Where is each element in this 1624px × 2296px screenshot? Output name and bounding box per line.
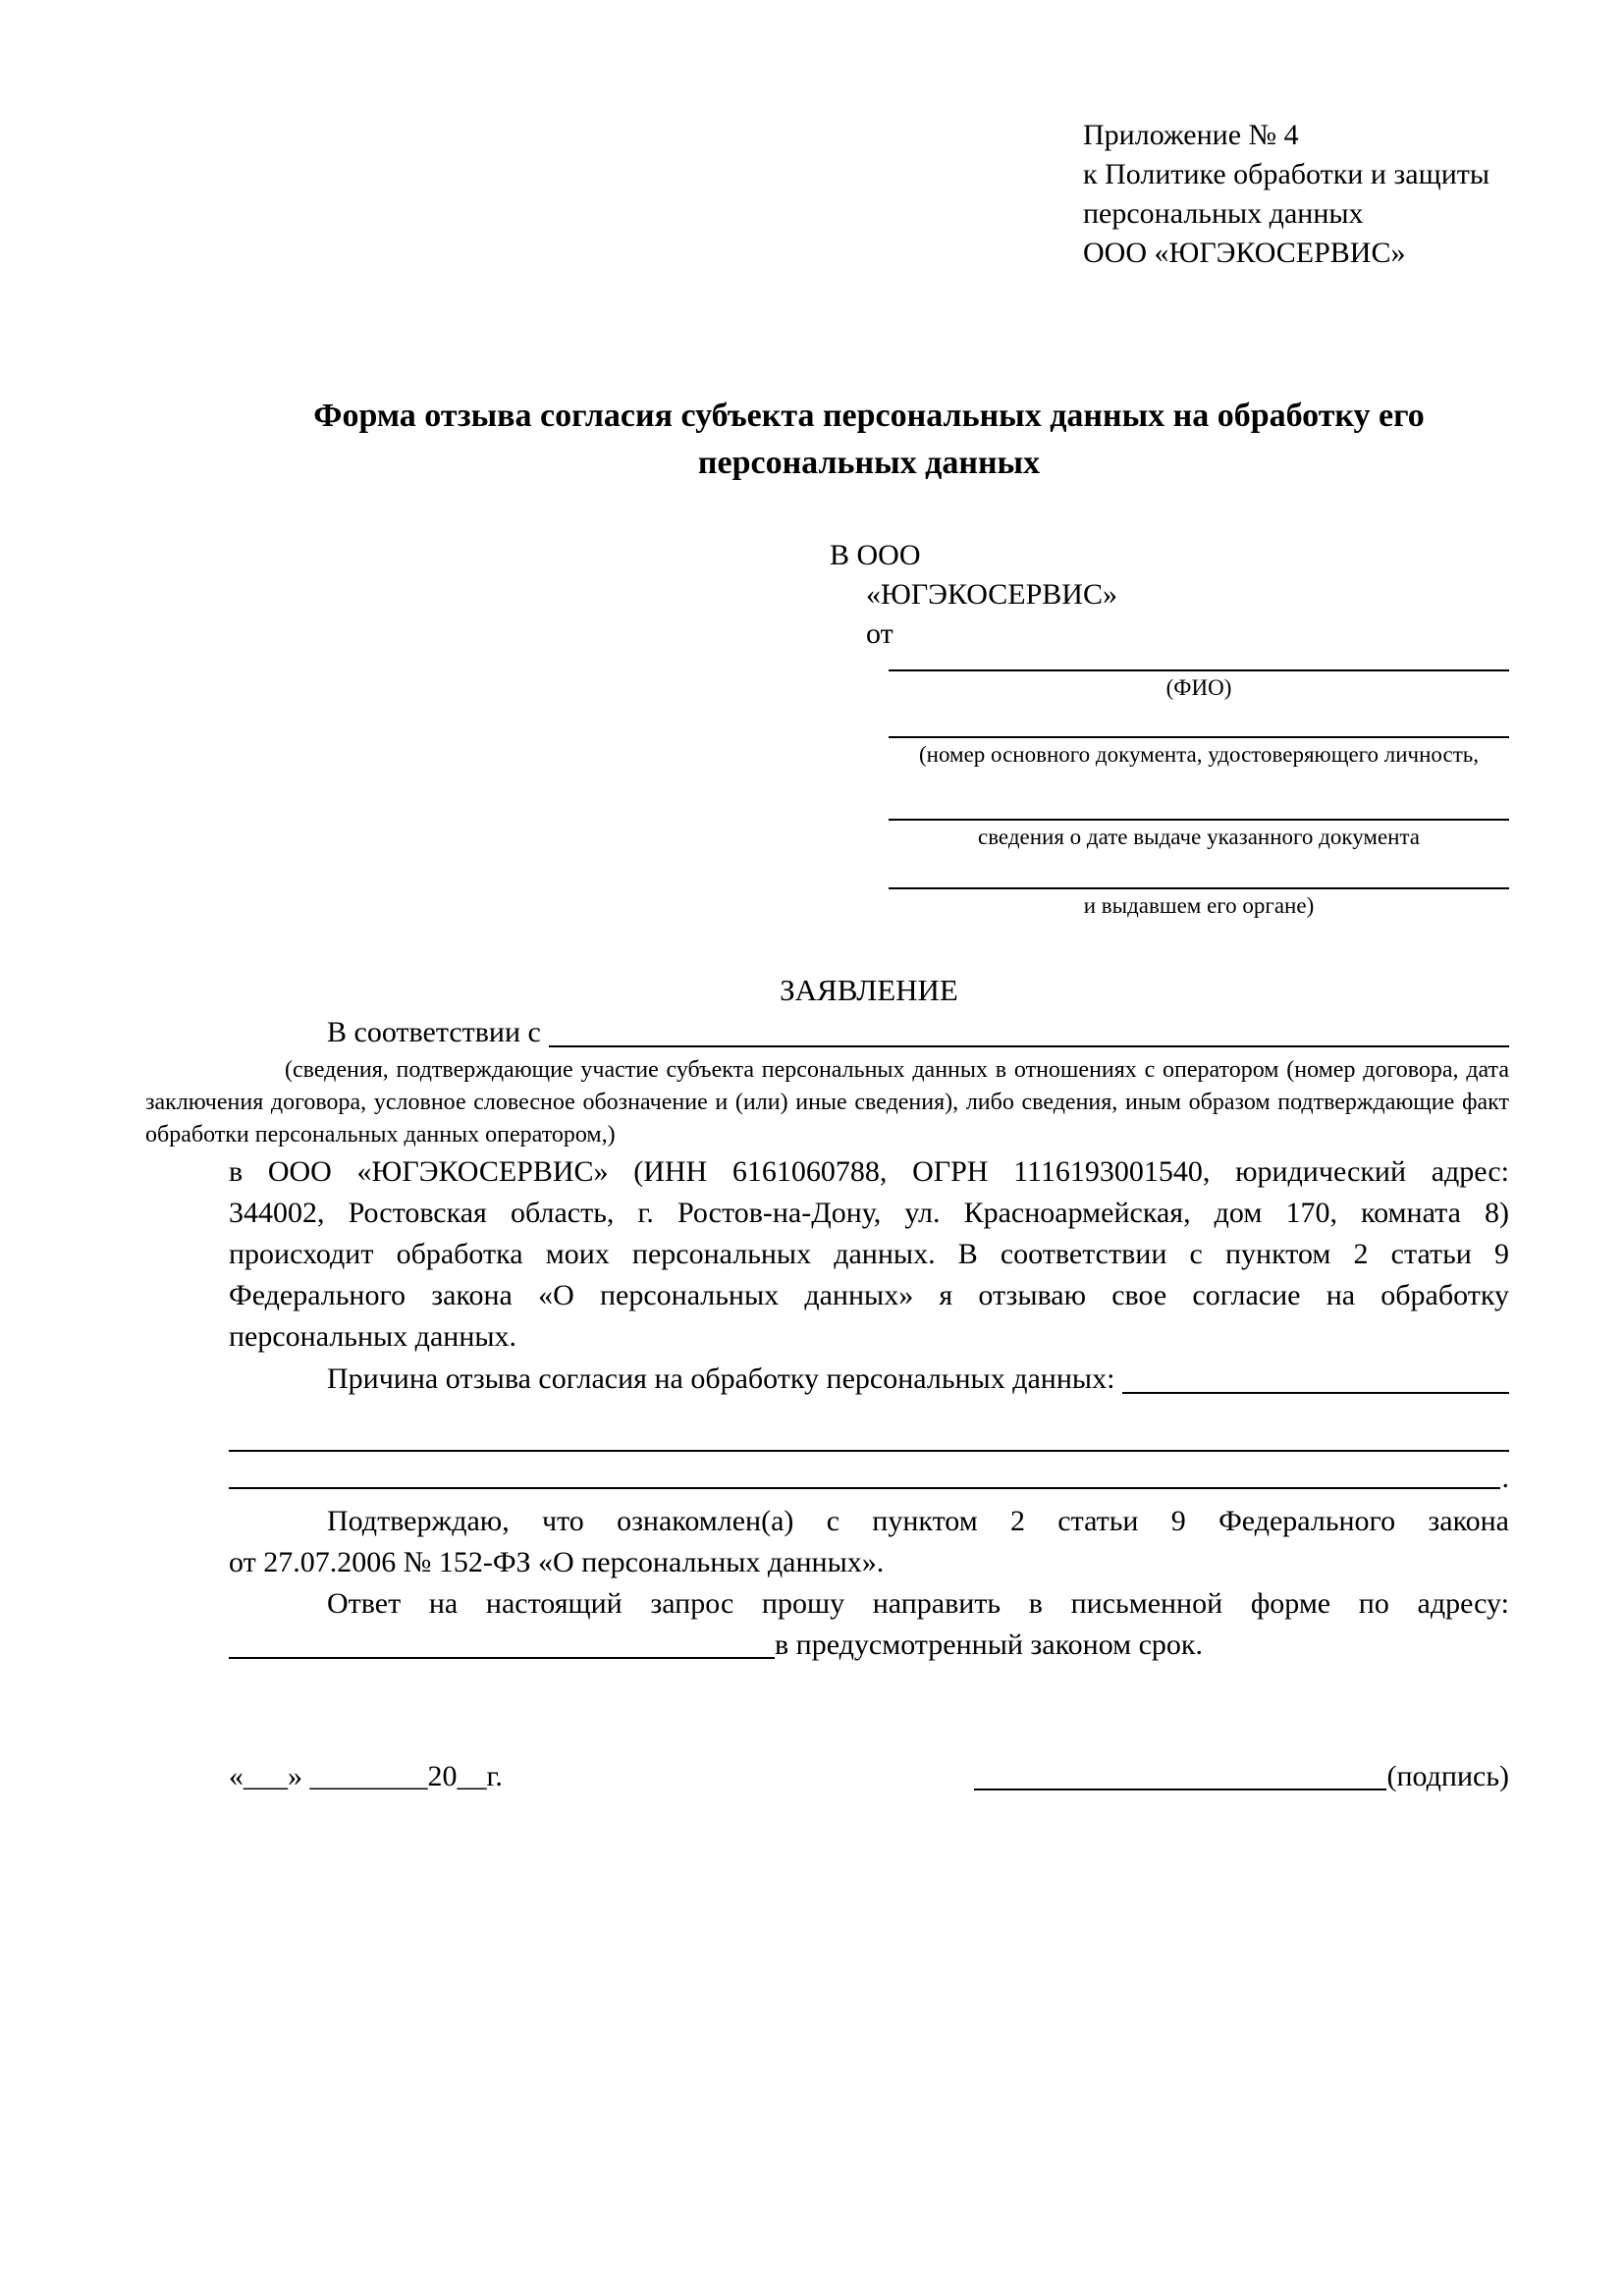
issuing-authority-input-line[interactable] xyxy=(889,881,1509,889)
reply-line: Ответ на настоящий запрос прошу направить в письменной форме по адресу: xyxy=(327,1587,1509,1620)
addressee-from-label: от xyxy=(866,617,893,650)
basis-input-line[interactable] xyxy=(549,1045,1509,1047)
signature-caption: (подпись) xyxy=(1386,1760,1509,1792)
basis-label: В соответствии с xyxy=(327,1016,541,1048)
statement-body-line: происходит обработка моих персональных данных. В соответствии с пунктом 2 статьи 9 xyxy=(229,1238,1509,1270)
statement-body-line: Федерального закона «О персональных данных» я отзываю свое согласие на обработку xyxy=(229,1279,1509,1311)
reply-line-suffix: в предусмотренный законом срок. xyxy=(775,1629,1203,1661)
fio-caption: (ФИО) xyxy=(1165,675,1232,700)
basis-footnote xyxy=(145,1054,1509,1151)
addressee-to-line: В ООО xyxy=(830,539,921,571)
reason-line xyxy=(229,1358,1509,1401)
appendix-note-line: к Политике обработки и защиты xyxy=(1083,158,1490,190)
address-input-line[interactable] xyxy=(229,1657,775,1659)
issue-date-input-line[interactable] xyxy=(889,813,1509,821)
reply-address-line xyxy=(229,1625,1509,1666)
appendix-note-line: ООО «ЮГЭКОСЕРВИС» xyxy=(1083,237,1406,269)
appendix-note-line: Приложение № 4 xyxy=(1083,119,1299,151)
statement-body-line: персональных данных. xyxy=(229,1320,517,1353)
date-blank[interactable]: «___» ________20__г. xyxy=(229,1760,503,1792)
appendix-note xyxy=(1083,116,1509,273)
basis-footnote-line: заключения договора, условное словесное обозначение и (или) иные сведения), либо сведения, иным образом подтверждающие факт xyxy=(145,1090,1509,1115)
reason-input-line-3[interactable] xyxy=(229,1487,1500,1489)
confirmation-paragraph xyxy=(229,1501,1509,1583)
reason-input-line[interactable] xyxy=(1122,1392,1509,1394)
issuing-authority-caption: и выдавшем его органе) xyxy=(1083,893,1315,918)
document-number-field xyxy=(889,730,1509,770)
reason-label: Причина отзыва согласия на обработку персональных данных: xyxy=(327,1362,1115,1395)
date-signature-row xyxy=(229,1756,1509,1797)
document-number-input-line[interactable] xyxy=(889,730,1509,738)
reply-paragraph xyxy=(229,1583,1509,1666)
basis-footnote-line: (сведения, подтверждающие участие субъекта персональных данных в отношениях с оператором (номер договора, дата xyxy=(285,1057,1509,1083)
basis-footnote-line: обработки персональных данных оператором,) xyxy=(145,1122,616,1148)
document-title: Форма отзыва согласия субъекта персональных данных на обработку его персональных данных xyxy=(313,398,1425,481)
document-number-caption: (номер основного документа, удостоверяющего личность, xyxy=(918,742,1479,767)
statement-body xyxy=(229,1151,1509,1358)
confirmation-line: от 27.07.2006 № 152-ФЗ «О персональных данных». xyxy=(229,1546,885,1578)
statement-body-line: в ООО «ЮГЭКОСЕРВИС» (ИНН 6161060788, ОГРН 1116193001540, юридический адрес: xyxy=(229,1155,1509,1188)
statement-body-line: 344002, Ростовская область, г. Ростов-на-Дону, ул. Красноармейская, дом 170, комната 8) xyxy=(229,1197,1509,1229)
statement-heading: ЗАЯВЛЕНИЕ xyxy=(780,973,958,1007)
fio-field xyxy=(889,664,1509,703)
reason-continuation-row xyxy=(229,1458,1509,1493)
addressee-company: «ЮГЭКОСЕРВИС» xyxy=(866,578,1117,611)
reason-terminator: . xyxy=(1501,1462,1509,1494)
fio-input-line[interactable] xyxy=(889,664,1509,671)
appendix-note-line: персональных данных xyxy=(1083,197,1364,230)
reason-input-line-2[interactable] xyxy=(229,1450,1509,1452)
confirmation-line: Подтверждаю, что ознакомлен(а) с пунктом 2 статьи 9 Федерального закона xyxy=(327,1505,1509,1537)
reason-continuation-row xyxy=(229,1420,1509,1456)
issue-date-field xyxy=(889,813,1509,852)
signature-group xyxy=(974,1756,1509,1797)
signature-input-line[interactable] xyxy=(974,1789,1386,1790)
basis-line xyxy=(229,1011,1509,1054)
addressee-block xyxy=(830,536,1509,921)
issuing-authority-field xyxy=(889,881,1509,921)
issue-date-caption: сведения о дате выдаче указанного документа xyxy=(977,825,1421,849)
